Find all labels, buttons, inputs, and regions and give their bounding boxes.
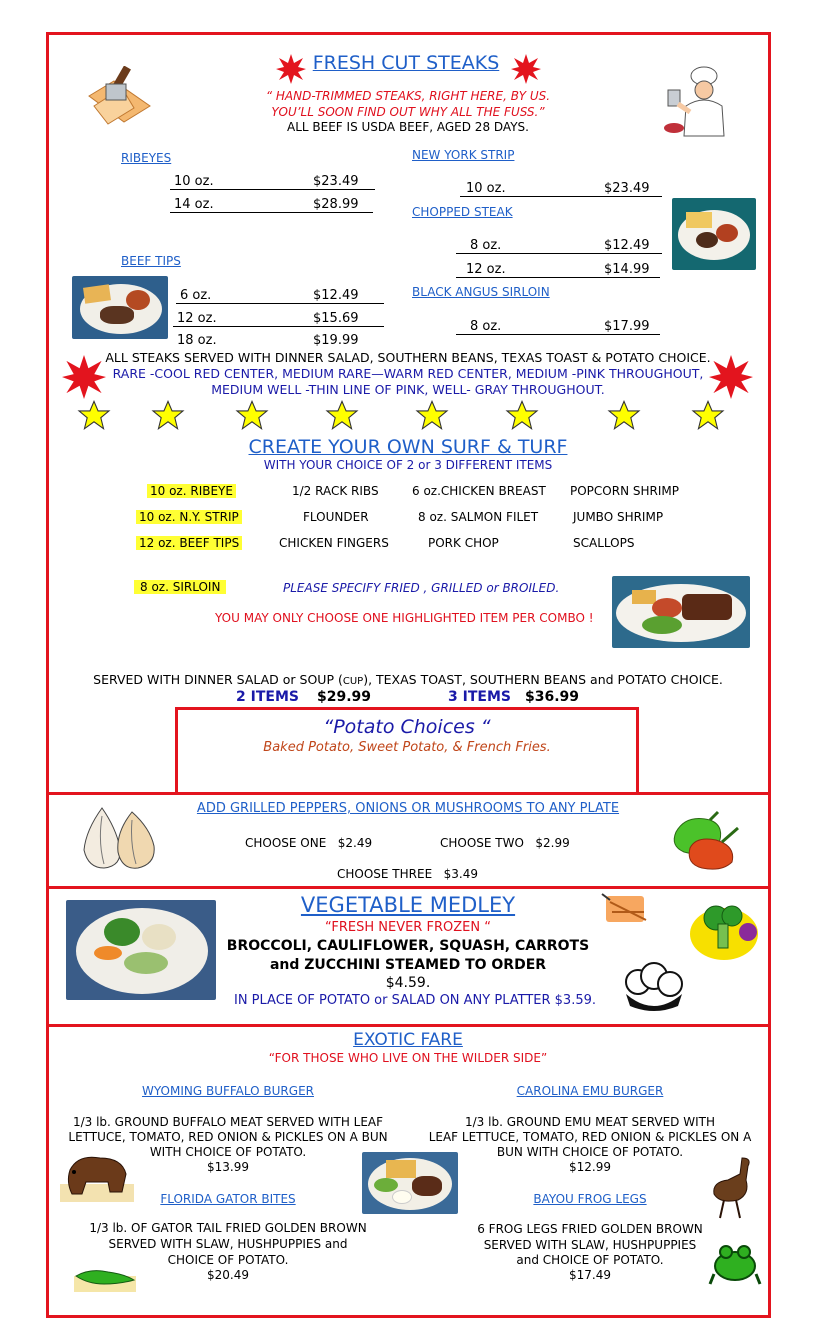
buffalo-price: $13.99: [207, 1160, 249, 1174]
buffalo-line: LETTUCE, TOMATO, RED ONION & PICKLES ON A BUN: [68, 1130, 388, 1144]
yellow-star-icon: [150, 400, 186, 430]
ny-strip-heading: NEW YORK STRIP: [412, 148, 515, 162]
yellow-star-icon: [504, 400, 540, 430]
combo-item: POPCORN SHRIMP: [570, 484, 679, 498]
emu-line: BUN WITH CHOICE OF POTATO.: [496, 1145, 684, 1159]
addon-choose-two: CHOOSE TWO $2.99: [440, 836, 570, 850]
emu-price: $12.99: [569, 1160, 611, 1174]
three-items-label: 3 ITEMS: [448, 689, 511, 705]
frog-price: $17.49: [569, 1268, 611, 1282]
row-rule: [176, 303, 384, 304]
frog-line: and CHOICE OF POTATO.: [516, 1253, 664, 1267]
row-rule: [170, 189, 375, 190]
combo-item: 1/2 RACK RIBS: [292, 484, 379, 498]
ribeyes-heading: RIBEYES: [121, 151, 172, 165]
chopped-steak-photo: [672, 198, 756, 270]
beef-tips-size: 6 oz.: [180, 288, 212, 303]
addon-choose-one: CHOOSE ONE $2.49: [245, 836, 373, 850]
combo-item: 8 oz. SALMON FILET: [418, 510, 539, 524]
specify-note: PLEASE SPECIFY FRIED , GRILLED or BROILED.: [283, 581, 560, 595]
yellow-star-icon: [234, 400, 270, 430]
frog-line: 6 FROG LEGS FRIED GOLDEN BROWN: [477, 1222, 703, 1236]
sirloin-size: 8 oz.: [470, 319, 502, 334]
row-rule: [456, 277, 660, 278]
steaks-tagline-1: “ HAND-TRIMMED STEAKS, RIGHT HERE, BY US.: [265, 89, 551, 103]
onions-icon: [76, 802, 160, 872]
highlight-item: 10 oz. N.Y. STRIP: [136, 510, 242, 524]
row-rule: [456, 334, 660, 335]
three-items-price: $36.99: [525, 689, 580, 705]
veg-line-1: BROCCOLI, CAULIFLOWER, SQUASH, CARROTS: [226, 938, 590, 954]
emu-icon: [706, 1154, 758, 1220]
chef-icon: [660, 64, 732, 138]
veg-title: VEGETABLE MEDLEY: [300, 893, 516, 917]
combo-item: JUMBO SHRIMP: [573, 510, 664, 524]
potato-choices: Baked Potato, Sweet Potato, & French Fries.: [263, 740, 551, 755]
beef-tips-size: 12 oz.: [177, 311, 217, 326]
yellow-star-icon: [76, 400, 112, 430]
burger-fries-photo: [362, 1152, 458, 1214]
buffalo-line: WITH CHOICE OF POTATO.: [149, 1145, 307, 1159]
ny-strip-price: $23.49: [604, 181, 650, 196]
gator-heading: FLORIDA GATOR BITES: [160, 1192, 296, 1206]
sirloin-price: $17.99: [604, 319, 650, 334]
surf-title: CREATE YOUR OWN SURF & TURF: [248, 436, 568, 458]
broccoli-icon: [688, 896, 762, 962]
surf-turf-photo: [612, 576, 750, 648]
served-rest: ), TEXAS TOAST, SOUTHERN BEANS and POTATO CHOICE.: [363, 672, 723, 687]
veg-line-2: and ZUCCHINI STEAMED TO ORDER: [269, 957, 547, 973]
frog-line: SERVED WITH SLAW, HUSHPUPPIES: [483, 1238, 697, 1252]
two-items-price: $29.99: [317, 689, 372, 705]
highlight-item: 8 oz. SIRLOIN: [134, 580, 226, 594]
divider-veg: [46, 886, 771, 889]
row-rule: [170, 212, 373, 213]
veg-tagline: “FRESH NEVER FROZEN “: [325, 920, 491, 935]
surf-served-line: [60, 672, 756, 687]
chopped-price: $12.49: [604, 238, 650, 253]
combo-item: FLOUNDER: [303, 510, 369, 524]
chopped-price: $14.99: [604, 262, 650, 277]
combo-item: CHICKEN FINGERS: [279, 536, 389, 550]
frog-icon: [708, 1240, 762, 1286]
combo-item: SCALLOPS: [573, 536, 635, 550]
row-rule: [456, 253, 662, 254]
beef-tips-photo: [72, 276, 168, 339]
cleaver-icon: [84, 66, 154, 126]
highlight-item: 10 oz. RIBEYE: [147, 484, 236, 498]
emu-line: LEAF LETTUCE, TOMATO, RED ONION & PICKLES ON A: [428, 1130, 752, 1144]
addon-choose-three: CHOOSE THREE $3.49: [337, 867, 478, 881]
red-burst-icon: [709, 354, 753, 400]
chopped-size: 8 oz.: [470, 238, 502, 253]
beef-tips-size: 18 oz.: [177, 333, 217, 348]
chopped-size: 12 oz.: [466, 262, 506, 277]
veg-photo: [66, 900, 216, 1000]
combo-warning: YOU MAY ONLY CHOOSE ONE HIGHLIGHTED ITEM PER COMBO !: [215, 611, 594, 625]
ribeye-size: 14 oz.: [174, 197, 214, 212]
buffalo-icon: [60, 1150, 134, 1202]
ribeye-size: 10 oz.: [174, 174, 214, 189]
beef-note: ALL BEEF IS USDA BEEF, AGED 28 DAYS.: [287, 120, 529, 134]
sirloin-heading: BLACK ANGUS SIRLOIN: [412, 285, 550, 299]
gator-line: SERVED WITH SLAW, HUSHPUPPIES and: [108, 1237, 348, 1251]
veg-price: $4.59.: [385, 975, 431, 991]
emu-line: 1/3 lb. GROUND EMU MEAT SERVED WITH: [465, 1115, 715, 1129]
gator-line: 1/3 lb. OF GATOR TAIL FRIED GOLDEN BROWN: [89, 1221, 367, 1235]
ny-strip-size: 10 oz.: [466, 181, 506, 196]
red-burst-icon: [62, 354, 106, 400]
exotic-title: EXOTIC FARE: [353, 1030, 463, 1050]
gator-line: CHOICE OF POTATO.: [167, 1253, 289, 1267]
chopped-heading: CHOPPED STEAK: [412, 205, 513, 219]
potato-title: “Potato Choices “: [323, 716, 491, 738]
temps-line-1: RARE -COOL RED CENTER, MEDIUM RARE—WARM RED CENTER, MEDIUM -PINK THROUGHOUT,: [112, 366, 704, 381]
row-rule: [173, 326, 384, 327]
yellow-star-icon: [690, 400, 726, 430]
yellow-star-icon: [606, 400, 642, 430]
veg-platter: IN PLACE OF POTATO or SALAD ON ANY PLATTER $3.59.: [233, 993, 596, 1008]
carrots-icon: [600, 892, 654, 928]
cup-text: CUP: [342, 676, 364, 687]
gator-price: $20.49: [207, 1268, 249, 1282]
combo-item: 6 oz.CHICKEN BREAST: [412, 484, 546, 498]
yellow-star-icon: [414, 400, 450, 430]
emu-heading: CAROLINA EMU BURGER: [516, 1084, 664, 1098]
ribeye-price: $28.99: [313, 197, 359, 212]
row-rule: [460, 196, 662, 197]
steaks-served-note: ALL STEAKS SERVED WITH DINNER SALAD, SOUTHERN BEANS, TEXAS TOAST & POTATO CHOICE.: [105, 350, 711, 365]
beef-tips-price: $15.69: [313, 311, 359, 326]
temps-line-2: MEDIUM WELL -THIN LINE OF PINK, WELL- GRAY THROUGHOUT.: [211, 382, 605, 397]
peppers-icon: [666, 808, 746, 872]
frog-heading: BAYOU FROG LEGS: [533, 1192, 647, 1206]
alligator-icon: [74, 1262, 136, 1294]
beef-tips-heading: BEEF TIPS: [121, 254, 181, 268]
steaks-tagline-2: YOU’LL SOON FIND OUT WHY ALL THE FUSS.”: [271, 105, 545, 119]
cauliflower-icon: [618, 958, 690, 1014]
surf-subtitle: WITH YOUR CHOICE OF 2 or 3 DIFFERENT ITEMS: [263, 458, 553, 472]
divider-exotic: [46, 1024, 771, 1027]
yellow-star-icon: [324, 400, 360, 430]
exotic-tagline: “FOR THOSE WHO LIVE ON THE WILDER SIDE”: [268, 1051, 548, 1065]
combo-item: PORK CHOP: [428, 536, 499, 550]
served-text: SERVED WITH DINNER SALAD or SOUP (: [93, 672, 343, 687]
steaks-title: FRESH CUT STEAKS: [312, 52, 500, 74]
ribeye-price: $23.49: [313, 174, 359, 189]
buffalo-line: 1/3 lb. GROUND BUFFALO MEAT SERVED WITH LEAF: [72, 1115, 384, 1129]
beef-tips-price: $19.99: [313, 333, 359, 348]
highlight-item: 12 oz. BEEF TIPS: [136, 536, 242, 550]
two-items-label: 2 ITEMS: [236, 689, 299, 705]
addons-title: ADD GRILLED PEPPERS, ONIONS OR MUSHROOMS TO ANY PLATE: [196, 801, 620, 816]
beef-tips-price: $12.49: [313, 288, 359, 303]
red-star-icon: [511, 54, 541, 84]
buffalo-heading: WYOMING BUFFALO BURGER: [142, 1084, 314, 1098]
